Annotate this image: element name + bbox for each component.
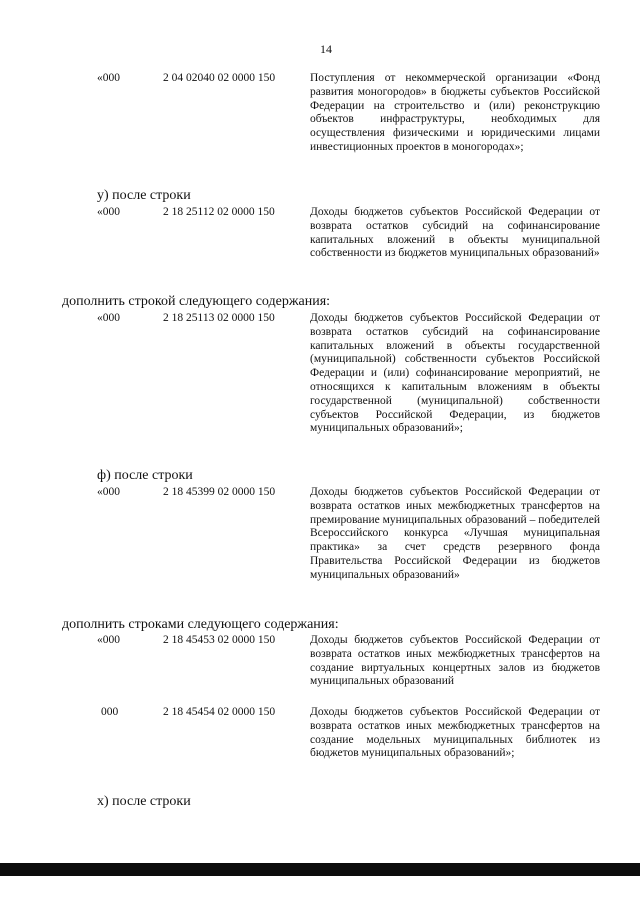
budget-code: 2 18 25113 02 0000 150 [163,312,275,324]
entry-description: Доходы бюджетов субъектов Российской Федерации от возврата остатков субсидий на софинансирование капитальных вложений в объекты государственной (муниципальной) собственности субъектов Российской Федерации и (или) софинансирование мероприятий, не относящихся к капитальным вложениям в объекты государственной (муниципальной) собственности субъектов Российской Федерации, из бюджетов муниципальных образований»; [310,312,600,435]
entry-description: Доходы бюджетов субъектов Российской Федерации от возврата остатков иных межбюджетных трансфертов на создание виртуальных концертных залов из бюджетов муниципальных образований [310,634,600,688]
page-number: 14 [320,42,332,56]
entry-prefix: «000 [97,312,120,324]
section-heading-u: у) после строки [97,188,191,203]
entry-description: Поступления от некоммерческой организации «Фонд развития моногородов» в бюджеты субъектов Российской Федерации на строительство и (или) реконструкцию объектов инфраструктуры, необходимых для осуществления физическими и юридическими лицами инвестиционных проектов в моногородах»; [310,72,600,153]
budget-code: 2 04 02040 02 0000 150 [163,72,276,84]
section-heading-kh: х) после строки [97,794,191,809]
budget-code: 2 18 45453 02 0000 150 [163,634,276,646]
budget-code: 2 18 45399 02 0000 150 [163,486,276,498]
entry-description: Доходы бюджетов субъектов Российской Федерации от возврата остатков иных межбюджетных трансфертов на премирование муниципальных образований – победителей Всероссийского конкурса «Лучшая муниципальная практика» за счет средств резервного фонда Правительства Российской Федерации из бюджетов муниципальных образований» [310,486,600,581]
section-heading-add-lines: дополнить строками следующего содержания: [62,617,339,632]
section-heading-f: ф) после строки [97,468,193,483]
budget-code: 2 18 45454 02 0000 150 [163,706,276,718]
section-heading-add-line: дополнить строкой следующего содержания: [62,294,331,309]
entry-prefix: «000 [97,206,120,218]
entry-prefix: «000 [97,72,120,84]
entry-description: Доходы бюджетов субъектов Российской Федерации от возврата остатков субсидий на софинансирование капитальных вложений в объекты муниципальной собственности из бюджетов муниципальных образований» [310,206,600,260]
entry-prefix: 000 [101,706,119,718]
entry-prefix: «000 [97,634,120,646]
entry-prefix: «000 [97,486,120,498]
entry-description: Доходы бюджетов субъектов Российской Федерации от возврата остатков иных межбюджетных трансфертов на создание модельных муниципальных библиотек из бюджетов муниципальных образований»; [310,706,600,760]
budget-code: 2 18 25112 02 0000 150 [163,206,275,218]
scan-border-bar [0,863,640,876]
